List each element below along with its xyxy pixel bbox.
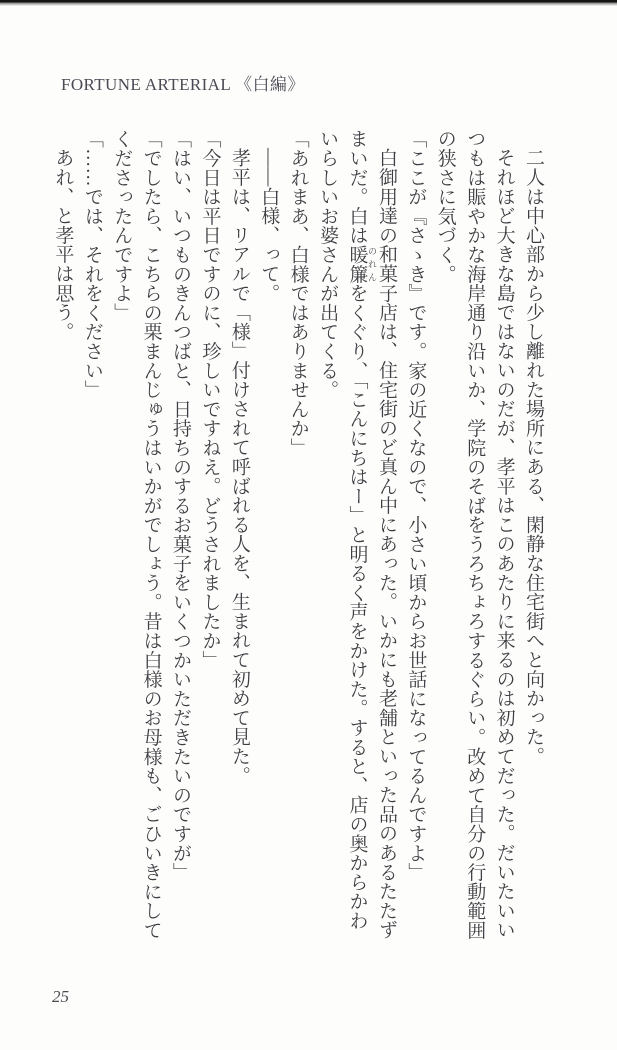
paragraph: ――白様、って。	[258, 148, 280, 303]
paragraph: 「……では、それをください」	[81, 129, 103, 400]
page-number: 25	[52, 987, 69, 1006]
paragraph: 二人は中心部から少し離れた場所にある、閑静な住宅街へと向かった。	[523, 148, 544, 766]
paragraph: 白御用達の和菓子店は、住宅街のど真ん中にあった。いかにも老舗といった品のあるたたずまいだ。白は暖簾 のれんをくぐり、「こんにちはー」と明るく声をかけた。すると、店の奥からかわいらしいお婆さんが出てくる。	[317, 129, 397, 940]
furigana-ruby: 暖簾 のれん	[346, 244, 377, 284]
paragraph: 孝平は、リアルで「様」付けされて呼ばれる人を、生まれて初めて見た。	[228, 148, 250, 786]
paragraph: 「はい、いつものきんつばと、日持ちのするお菓子をいくつかいただきたいのですが」	[170, 129, 192, 882]
page-text	[48, 129, 548, 941]
scan-top-edge	[0, 0, 617, 6]
paragraph: それほど大きな島ではないのだが、孝平はこのあたりに来るのは初めてだった。だいたいいつもは賑やかな海岸通り沿いか、学院のそばをうろちょろするぐらい。改めて自分の行動範囲の狭さに気づく。	[434, 129, 515, 940]
paragraph: 「あれまあ、白様ではありませんか」	[287, 129, 309, 458]
paragraph: 「今日は平日ですのに、珍しいですねえ。どうされましたか」	[199, 129, 221, 670]
running-header: FORTUNE ARTERIAL 《白編》	[61, 75, 305, 94]
paragraph: 「でしたら、こちらの栗まんじゅうはいかがでしょう。昔は白様のお母様も、ごひいきにしてくださったんですよ」	[111, 129, 162, 940]
paragraph: あれ、と孝平は思う。	[52, 148, 74, 342]
paragraph: 「ここが『さゝき』です。家の近くなので、小さい頃からお世話になってるんですよ」	[405, 129, 427, 882]
